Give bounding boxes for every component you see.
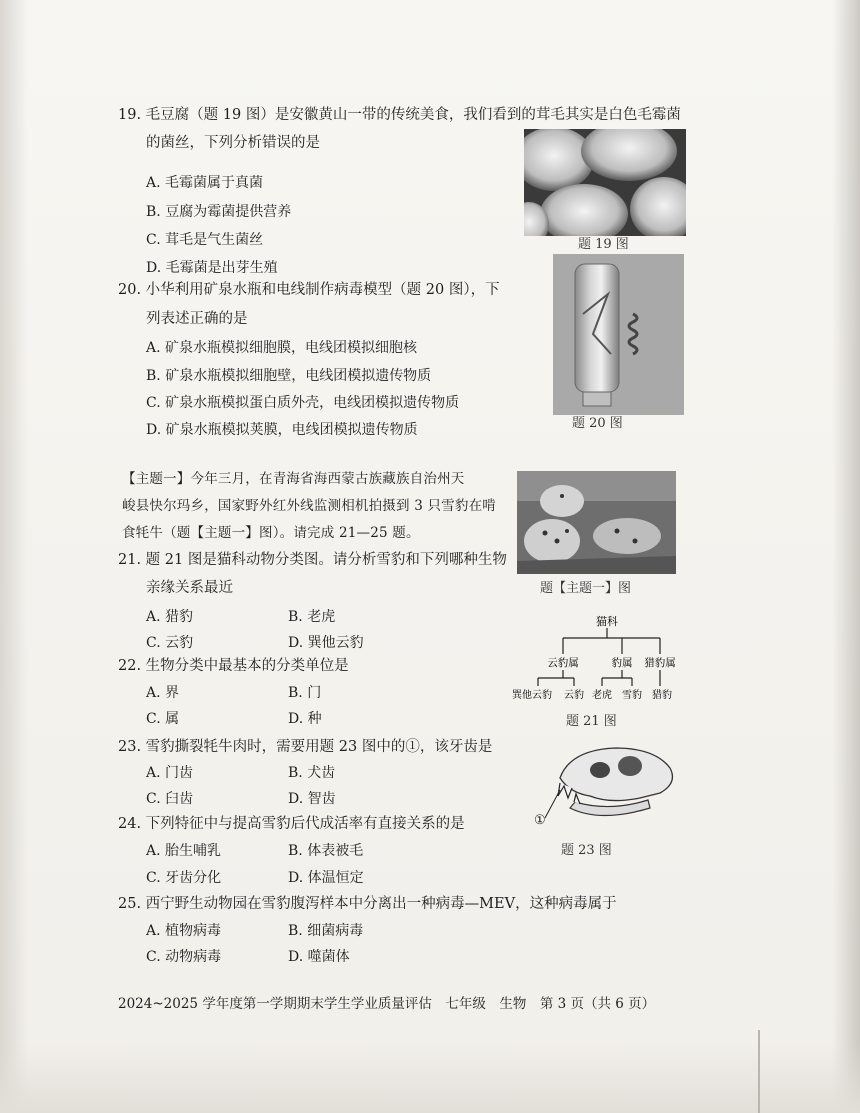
q25-stem: 25. 西宁野生动物园在雪豹腹泻样本中分离出一种病毒—MEV，这种病毒属于 [118, 896, 617, 912]
q23-skull-figure [530, 738, 680, 834]
q20-bottle-model-photo [553, 254, 684, 415]
q23-marker-1: ① [534, 813, 546, 828]
topic1-line2: 峻县快尔玛乡，国家野外红外线监测相机拍摄到 3 只雪豹在啃 [122, 498, 496, 514]
q20-option-b: B. 矿泉水瓶模拟细胞壁，电线团模拟遗传物质 [146, 368, 432, 384]
q21-option-d: D. 巽他云豹 [288, 635, 364, 651]
q23-option-c: C. 臼齿 [146, 791, 194, 807]
tree-species-snow-leopard: 雪豹 [622, 690, 642, 701]
page-fold [758, 1030, 760, 1113]
q19-tofu-photo [524, 129, 686, 236]
q22-option-b: B. 门 [288, 685, 322, 701]
q22-option-c: C. 属 [146, 711, 180, 727]
q21-classification-tree [510, 612, 690, 707]
q24-option-c: C. 牙齿分化 [146, 870, 222, 886]
q19-option-b: B. 豆腐为霉菌提供营养 [146, 204, 292, 220]
q22-option-a: A. 界 [146, 685, 180, 701]
q20-stem-line2: 列表述正确的是 [146, 311, 248, 327]
q20-stem-line1: 20. 小华利用矿泉水瓶和电线制作病毒模型（题 20 图），下 [118, 282, 500, 298]
q20-option-d: D. 矿泉水瓶模拟荚膜，电线团模拟遗传物质 [146, 422, 418, 438]
q25-option-c: C. 动物病毒 [146, 949, 222, 965]
q21-stem-line1: 21. 题 21 图是猫科动物分类图。请分析雪豹和下列哪种生物 [118, 552, 507, 568]
q21-stem-line2: 亲缘关系最近 [146, 580, 233, 596]
tree-species-cheetah: 猎豹 [652, 690, 672, 701]
q23-option-a: A. 门齿 [146, 765, 194, 781]
q25-option-d: D. 噬菌体 [288, 949, 350, 965]
q19-stem-line1: 19. 毛豆腐（题 19 图）是安徽黄山一带的传统美食，我们看到的茸毛其实是白色毛霉菌 [118, 107, 681, 123]
tree-genus-clouded-leopard: 云豹属 [547, 657, 579, 669]
q19-option-c: C. 茸毛是气生菌丝 [146, 232, 264, 248]
tree-species-clouded-leopard: 云豹 [564, 690, 584, 701]
q23-stem: 23. 雪豹撕裂牦牛肉时，需要用题 23 图中的①，该牙齿是 [118, 739, 493, 755]
page-edge-bottom [0, 1043, 860, 1113]
q20-caption: 题 20 图 [572, 416, 623, 431]
q24-option-b: B. 体表被毛 [288, 843, 364, 859]
page-footer: 2024~2025 学年度第一学期期末学生学业质量评估 七年级 生物 第 3 页（共 6 页） [118, 996, 656, 1012]
q23-caption: 题 23 图 [561, 843, 612, 858]
page-edge-left [0, 0, 28, 1113]
q20-option-c: C. 矿泉水瓶模拟蛋白质外壳，电线团模拟遗传物质 [146, 395, 460, 411]
q21-option-c: C. 云豹 [146, 635, 194, 651]
topic1-line3: 食牦牛（题【主题一】图）。请完成 21—25 题。 [122, 525, 420, 541]
tree-root-label: 猫科 [596, 615, 618, 628]
tree-species-sunda-clouded-leopard: 巽他云豹 [512, 690, 552, 701]
q25-option-a: A. 植物病毒 [146, 923, 222, 939]
q19-option-a: A. 毛霉菌属于真菌 [146, 175, 264, 191]
q23-option-b: B. 犬齿 [288, 765, 336, 781]
q22-option-d: D. 种 [288, 711, 322, 727]
tree-genus-panthera: 豹属 [611, 657, 633, 669]
q21-caption: 题 21 图 [566, 714, 617, 729]
q24-option-a: A. 胎生哺乳 [146, 843, 222, 859]
q24-stem: 24. 下列特征中与提高雪豹后代成活率有直接关系的是 [118, 816, 465, 832]
tree-genus-cheetah: 猎豹属 [644, 657, 676, 669]
topic1-snow-leopard-photo [517, 471, 676, 574]
tree-species-tiger: 老虎 [592, 690, 612, 701]
q21-option-b: B. 老虎 [288, 609, 336, 625]
q19-caption: 题 19 图 [578, 237, 629, 252]
q22-stem: 22. 生物分类中最基本的分类单位是 [118, 658, 349, 674]
q23-option-d: D. 智齿 [288, 791, 336, 807]
topic1-caption: 题【主题一】图 [540, 581, 632, 596]
q21-option-a: A. 猎豹 [146, 609, 194, 625]
topic1-line1: 【主题一】今年三月，在青海省海西蒙古族藏族自治州天 [122, 471, 465, 487]
q19-stem-line2: 的菌丝，下列分析错误的是 [146, 135, 320, 151]
q19-option-d: D. 毛霉菌是出芽生殖 [146, 260, 278, 276]
q24-option-d: D. 体温恒定 [288, 870, 364, 886]
page-edge-right [832, 0, 860, 1113]
q25-option-b: B. 细菌病毒 [288, 923, 364, 939]
q20-option-a: A. 矿泉水瓶模拟细胞膜，电线团模拟细胞核 [146, 340, 418, 356]
